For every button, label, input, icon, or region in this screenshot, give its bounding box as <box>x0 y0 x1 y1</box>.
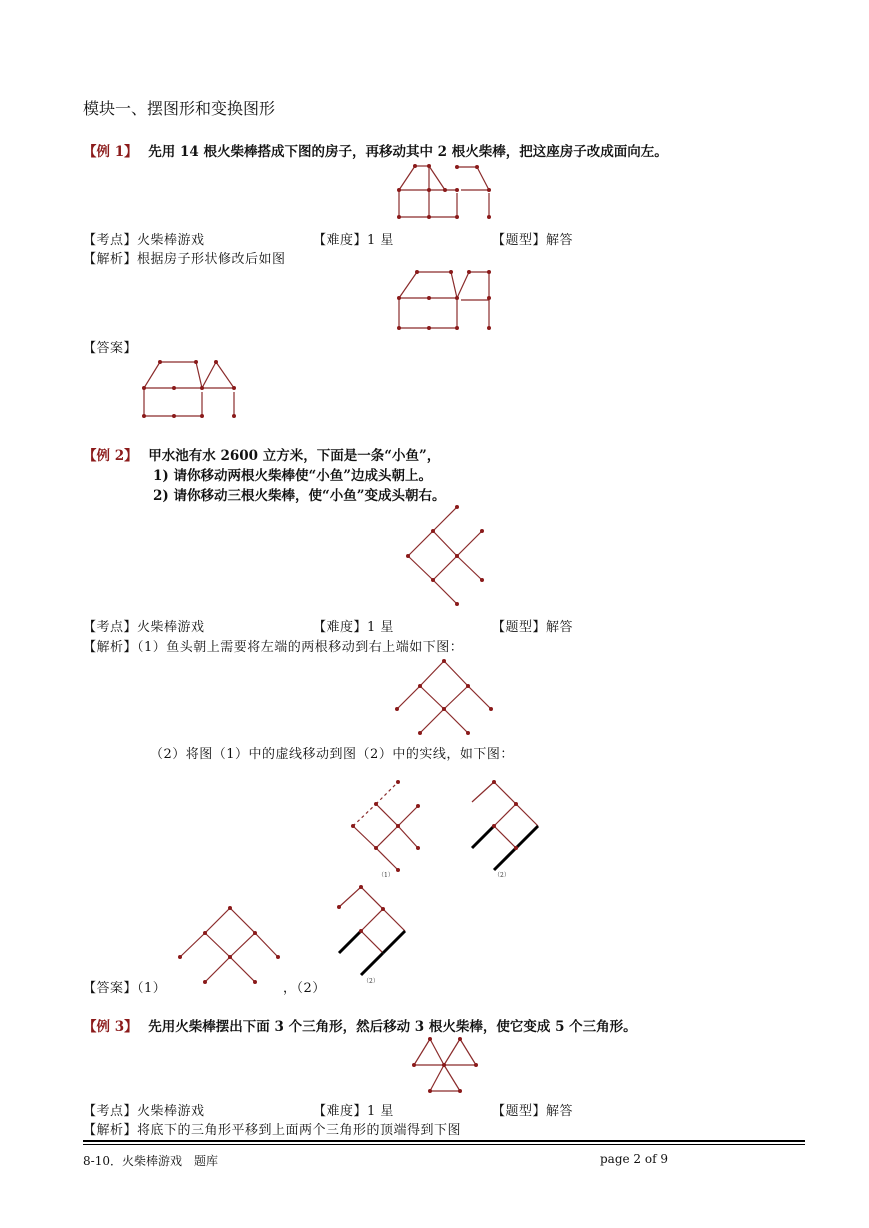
example1-question-line <box>83 140 668 160</box>
house-figure-answer <box>140 358 240 420</box>
example2-daan: 【答案】（1） <box>83 981 167 996</box>
example3-nandu: 【难度】1 星 <box>313 1104 394 1119</box>
fish-figure-original <box>400 503 490 613</box>
example3-jiexi: 【解析】将底下的三角形平移到上面两个三角形的顶端得到下图 <box>83 1123 462 1138</box>
triangles-figure <box>410 1035 482 1097</box>
example2-jiexi2: （2）将图（1）中的虚线移动到图（2）中的实线，如下图： <box>150 747 514 762</box>
example1-kaodian: 【考点】火柴棒游戏 <box>83 233 205 248</box>
example1-jiexi: 【解析】根据房子形状修改后如图 <box>83 252 286 267</box>
example2-nandu: 【难度】1 星 <box>313 620 394 635</box>
example1-question: 先用 14 根火柴棒搭成下图的房子，再移动其中 2 根火柴棒，把这座房子改成面向左。 <box>148 144 668 160</box>
fig-label-2: （2） <box>494 872 510 879</box>
module-title: 模块一、摆图形和变换图形 <box>83 99 276 118</box>
example2-tixing: 【题型】解答 <box>492 620 574 635</box>
example2-question-line <box>83 444 440 464</box>
house-figure-solution <box>395 268 495 333</box>
example2-q1: 1) 请你移动两根火柴棒使“小鱼”边成头朝上。 <box>153 468 433 484</box>
footer-rule-thin <box>83 1144 805 1145</box>
fish-answer-1 <box>175 903 283 987</box>
example3-tixing: 【题型】解答 <box>492 1104 574 1119</box>
example1-tixing: 【题型】解答 <box>492 233 574 248</box>
daan-fig-label-2: （2） <box>363 978 379 985</box>
fig-label-1: （1） <box>378 872 394 879</box>
example2-kaodian: 【考点】火柴棒游戏 <box>83 620 205 635</box>
example3-question: 先用火柴棒摆出下面 3 个三角形，然后移动 3 根火柴棒，使它变成 5 个三角形。 <box>148 1019 637 1035</box>
example2-q2: 2) 请你移动三根火柴棒，使“小鱼”变成头朝右。 <box>153 488 446 504</box>
example3-kaodian: 【考点】火柴棒游戏 <box>83 1104 205 1119</box>
page-number: page 2 of 9 <box>600 1152 668 1166</box>
example3-tag: 【例 3】 <box>83 1019 138 1035</box>
fish-figure-step1 <box>348 780 423 880</box>
example1-tag: 【例 1】 <box>83 144 138 160</box>
fish-answer-2 <box>335 883 410 978</box>
footer-left: 8-10．火柴棒游戏 题库 <box>83 1154 218 1168</box>
example2-tag: 【例 2】 <box>83 448 138 464</box>
example2-question: 甲水池有水 2600 立方米，下面是一条“小鱼”， <box>148 448 441 464</box>
example1-nandu: 【难度】1 星 <box>313 233 394 248</box>
example2-jiexi: 【解析】（1）鱼头朝上需要将左端的两根移动到右上端如下图： <box>83 640 464 655</box>
example2-daan-sep: ，（2） <box>283 981 326 996</box>
house-figure-original <box>395 163 495 223</box>
fish-figure-head-up <box>392 656 496 738</box>
example1-daan: 【答案】 <box>83 341 138 356</box>
example3-question-line <box>83 1015 637 1035</box>
fish-figure-step2 <box>468 778 543 878</box>
footer-rule <box>83 1140 805 1142</box>
